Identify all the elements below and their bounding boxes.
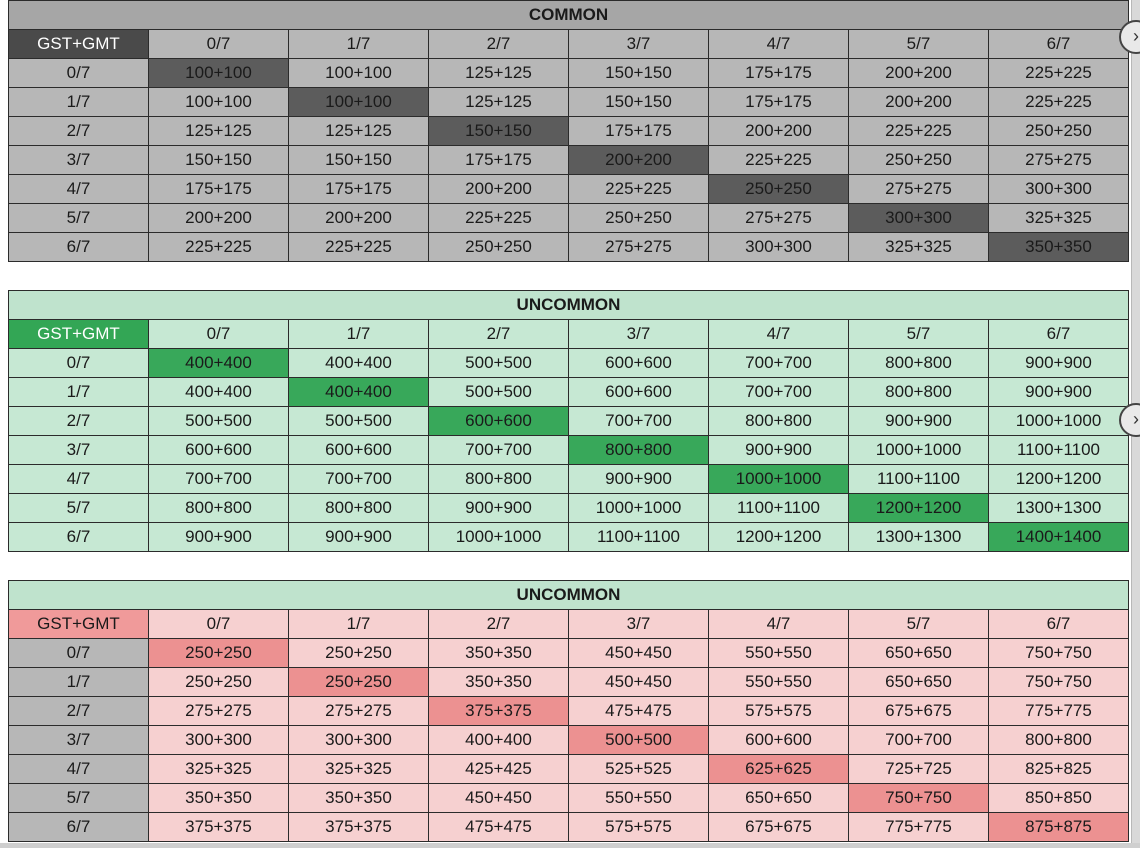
table-cell: 550+550 <box>709 639 849 668</box>
table-cell: 275+275 <box>569 233 709 262</box>
diagonal-cell: 1400+1400 <box>989 523 1129 552</box>
row-header: 6/7 <box>9 233 149 262</box>
table-cell: 425+425 <box>429 755 569 784</box>
table-cell: 175+175 <box>289 175 429 204</box>
column-header: 2/7 <box>429 30 569 59</box>
chevron-right-icon[interactable]: › <box>1119 20 1140 54</box>
table-cell: 225+225 <box>569 175 709 204</box>
table-cell: 225+225 <box>989 59 1129 88</box>
table-cell: 200+200 <box>289 204 429 233</box>
table-cell: 200+200 <box>849 88 989 117</box>
table-cell: 200+200 <box>149 204 289 233</box>
table-cell: 900+900 <box>429 494 569 523</box>
table-title: UNCOMMON <box>9 291 1129 320</box>
table-cell: 250+250 <box>569 204 709 233</box>
table-row <box>9 204 1129 233</box>
row-header: 1/7 <box>9 668 149 697</box>
table-cell: 275+275 <box>149 697 289 726</box>
table-row <box>9 88 1129 117</box>
table-cell: 475+475 <box>569 697 709 726</box>
table-cell: 275+275 <box>709 204 849 233</box>
table-cell: 700+700 <box>849 726 989 755</box>
table-cell: 500+500 <box>289 407 429 436</box>
rate-table <box>8 580 1129 842</box>
row-header: 2/7 <box>9 407 149 436</box>
column-header: 3/7 <box>569 320 709 349</box>
table-cell: 300+300 <box>149 726 289 755</box>
table-cell: 600+600 <box>569 349 709 378</box>
table-cell: 700+700 <box>709 378 849 407</box>
diagonal-cell: 150+150 <box>429 117 569 146</box>
table-cell: 275+275 <box>289 697 429 726</box>
row-header: 2/7 <box>9 697 149 726</box>
table-cell: 1100+1100 <box>849 465 989 494</box>
diagonal-cell: 750+750 <box>849 784 989 813</box>
column-header: 3/7 <box>569 610 709 639</box>
table-cell: 100+100 <box>149 88 289 117</box>
column-header: 3/7 <box>569 30 709 59</box>
table-cell: 600+600 <box>709 726 849 755</box>
table-cell: 300+300 <box>709 233 849 262</box>
table-row <box>9 813 1129 842</box>
table-cell: 250+250 <box>289 639 429 668</box>
table-cell: 325+325 <box>149 755 289 784</box>
table-cell: 1100+1100 <box>569 523 709 552</box>
row-header: 4/7 <box>9 175 149 204</box>
column-header: 5/7 <box>849 610 989 639</box>
table-row <box>9 523 1129 552</box>
table-cell: 800+800 <box>989 726 1129 755</box>
table-cell: 650+650 <box>849 639 989 668</box>
row-header: 1/7 <box>9 378 149 407</box>
table-row <box>9 349 1129 378</box>
table-cell: 800+800 <box>149 494 289 523</box>
table-cell: 225+225 <box>149 233 289 262</box>
table-row <box>9 726 1129 755</box>
corner-header: GST+GMT <box>9 610 149 639</box>
table-cell: 700+700 <box>709 349 849 378</box>
column-header: 6/7 <box>989 320 1129 349</box>
table-cell: 475+475 <box>429 813 569 842</box>
diagonal-cell: 1000+1000 <box>709 465 849 494</box>
table-cell: 325+325 <box>989 204 1129 233</box>
column-header: 0/7 <box>149 320 289 349</box>
table-cell: 800+800 <box>709 407 849 436</box>
table-cell: 550+550 <box>709 668 849 697</box>
table-cell: 300+300 <box>989 175 1129 204</box>
row-header: 0/7 <box>9 639 149 668</box>
divider <box>0 843 1140 848</box>
table-cell: 225+225 <box>849 117 989 146</box>
table-cell: 600+600 <box>289 436 429 465</box>
column-header: 2/7 <box>429 320 569 349</box>
table-cell: 150+150 <box>149 146 289 175</box>
table-cell: 250+250 <box>149 668 289 697</box>
table-row <box>9 697 1129 726</box>
table-cell: 525+525 <box>569 755 709 784</box>
table-cell: 175+175 <box>709 88 849 117</box>
table-row <box>9 59 1129 88</box>
table-row <box>9 668 1129 697</box>
table-cell: 225+225 <box>289 233 429 262</box>
table-cell: 350+350 <box>149 784 289 813</box>
column-header: 0/7 <box>149 610 289 639</box>
table-cell: 125+125 <box>429 59 569 88</box>
table-cell: 550+550 <box>569 784 709 813</box>
table-cell: 200+200 <box>709 117 849 146</box>
row-header: 5/7 <box>9 494 149 523</box>
table-cell: 725+725 <box>849 755 989 784</box>
table-cell: 800+800 <box>849 378 989 407</box>
row-header: 3/7 <box>9 726 149 755</box>
column-header: 5/7 <box>849 30 989 59</box>
table-cell: 700+700 <box>149 465 289 494</box>
table-cell: 500+500 <box>429 349 569 378</box>
diagonal-cell: 250+250 <box>149 639 289 668</box>
table-cell: 1000+1000 <box>989 407 1129 436</box>
table-row <box>9 465 1129 494</box>
diagonal-cell: 350+350 <box>989 233 1129 262</box>
diagonal-cell: 300+300 <box>849 204 989 233</box>
rate-table <box>8 0 1129 262</box>
table-row <box>9 146 1129 175</box>
table-cell: 400+400 <box>289 349 429 378</box>
table-cell: 1300+1300 <box>989 494 1129 523</box>
table-cell: 150+150 <box>289 146 429 175</box>
table-cell: 150+150 <box>569 59 709 88</box>
diagonal-cell: 400+400 <box>149 349 289 378</box>
table-cell: 500+500 <box>149 407 289 436</box>
table-cell: 775+775 <box>849 813 989 842</box>
table-row <box>9 436 1129 465</box>
table-cell: 1000+1000 <box>429 523 569 552</box>
diagonal-cell: 875+875 <box>989 813 1129 842</box>
table-cell: 575+575 <box>569 813 709 842</box>
table-cell: 1300+1300 <box>849 523 989 552</box>
table-cell: 900+900 <box>989 349 1129 378</box>
table-cell: 375+375 <box>289 813 429 842</box>
table-cell: 1000+1000 <box>569 494 709 523</box>
table-cell: 350+350 <box>429 668 569 697</box>
diagonal-cell: 200+200 <box>569 146 709 175</box>
table-cell: 900+900 <box>849 407 989 436</box>
table-cell: 250+250 <box>989 117 1129 146</box>
table-cell: 375+375 <box>149 813 289 842</box>
diagonal-cell: 600+600 <box>429 407 569 436</box>
table-cell: 225+225 <box>709 146 849 175</box>
table-row <box>9 117 1129 146</box>
table-cell: 225+225 <box>429 204 569 233</box>
table-cell: 900+900 <box>989 378 1129 407</box>
column-header: 1/7 <box>289 610 429 639</box>
column-header: 1/7 <box>289 320 429 349</box>
table-cell: 900+900 <box>569 465 709 494</box>
table-cell: 900+900 <box>709 436 849 465</box>
table-cell: 250+250 <box>429 233 569 262</box>
table-cell: 775+775 <box>989 697 1129 726</box>
column-header: 4/7 <box>709 320 849 349</box>
table-cell: 300+300 <box>289 726 429 755</box>
table-row <box>9 784 1129 813</box>
table-row <box>9 378 1129 407</box>
table-row <box>9 639 1129 668</box>
column-header: 4/7 <box>709 610 849 639</box>
column-header: 6/7 <box>989 610 1129 639</box>
column-header: 0/7 <box>149 30 289 59</box>
table-cell: 575+575 <box>709 697 849 726</box>
row-header: 6/7 <box>9 813 149 842</box>
table-cell: 450+450 <box>429 784 569 813</box>
table-cell: 1200+1200 <box>989 465 1129 494</box>
table-cell: 650+650 <box>709 784 849 813</box>
table-cell: 175+175 <box>149 175 289 204</box>
table-cell: 850+850 <box>989 784 1129 813</box>
table-cell: 275+275 <box>849 175 989 204</box>
diagonal-cell: 250+250 <box>289 668 429 697</box>
diagonal-cell: 400+400 <box>289 378 429 407</box>
table-cell: 275+275 <box>989 146 1129 175</box>
table-cell: 675+675 <box>709 813 849 842</box>
table-cell: 175+175 <box>569 117 709 146</box>
table-cell: 200+200 <box>429 175 569 204</box>
table-cell: 125+125 <box>429 88 569 117</box>
column-header: 5/7 <box>849 320 989 349</box>
diagonal-cell: 800+800 <box>569 436 709 465</box>
table-cell: 350+350 <box>289 784 429 813</box>
diagonal-cell: 625+625 <box>709 755 849 784</box>
row-header: 3/7 <box>9 146 149 175</box>
table-cell: 325+325 <box>289 755 429 784</box>
diagonal-cell: 100+100 <box>149 59 289 88</box>
corner-header: GST+GMT <box>9 30 149 59</box>
diagonal-cell: 1200+1200 <box>849 494 989 523</box>
table-cell: 750+750 <box>989 668 1129 697</box>
table-cell: 900+900 <box>149 523 289 552</box>
table-cell: 750+750 <box>989 639 1129 668</box>
rate-table <box>8 290 1129 552</box>
column-header: 6/7 <box>989 30 1129 59</box>
table-cell: 200+200 <box>849 59 989 88</box>
diagonal-cell: 250+250 <box>709 175 849 204</box>
table-cell: 100+100 <box>289 59 429 88</box>
table-cell: 175+175 <box>709 59 849 88</box>
table-row <box>9 494 1129 523</box>
diagonal-cell: 100+100 <box>289 88 429 117</box>
row-header: 2/7 <box>9 117 149 146</box>
diagonal-cell: 500+500 <box>569 726 709 755</box>
table-cell: 700+700 <box>429 436 569 465</box>
corner-header: GST+GMT <box>9 320 149 349</box>
row-header: 4/7 <box>9 755 149 784</box>
table-cell: 900+900 <box>289 523 429 552</box>
diagonal-cell: 375+375 <box>429 697 569 726</box>
table-row <box>9 233 1129 262</box>
table-cell: 1000+1000 <box>849 436 989 465</box>
table-cell: 675+675 <box>849 697 989 726</box>
table-cell: 125+125 <box>289 117 429 146</box>
table-cell: 800+800 <box>429 465 569 494</box>
table-row <box>9 407 1129 436</box>
table-cell: 825+825 <box>989 755 1129 784</box>
table-cell: 400+400 <box>429 726 569 755</box>
table-cell: 450+450 <box>569 639 709 668</box>
table-cell: 800+800 <box>289 494 429 523</box>
row-header: 3/7 <box>9 436 149 465</box>
table-cell: 700+700 <box>289 465 429 494</box>
table-cell: 225+225 <box>989 88 1129 117</box>
row-header: 5/7 <box>9 204 149 233</box>
table-cell: 400+400 <box>149 378 289 407</box>
row-header: 0/7 <box>9 349 149 378</box>
table-cell: 125+125 <box>149 117 289 146</box>
row-header: 5/7 <box>9 784 149 813</box>
row-header: 6/7 <box>9 523 149 552</box>
chevron-right-icon[interactable]: › <box>1119 403 1140 437</box>
table-cell: 800+800 <box>849 349 989 378</box>
table-cell: 1100+1100 <box>989 436 1129 465</box>
row-header: 1/7 <box>9 88 149 117</box>
table-cell: 250+250 <box>849 146 989 175</box>
table-title: UNCOMMON <box>9 581 1129 610</box>
table-cell: 500+500 <box>429 378 569 407</box>
table-row <box>9 755 1129 784</box>
column-header: 2/7 <box>429 610 569 639</box>
row-header: 4/7 <box>9 465 149 494</box>
row-header: 0/7 <box>9 59 149 88</box>
table-cell: 650+650 <box>849 668 989 697</box>
table-cell: 450+450 <box>569 668 709 697</box>
table-cell: 150+150 <box>569 88 709 117</box>
table-cell: 700+700 <box>569 407 709 436</box>
table-title: COMMON <box>9 1 1129 30</box>
table-cell: 325+325 <box>849 233 989 262</box>
table-row <box>9 175 1129 204</box>
column-header: 4/7 <box>709 30 849 59</box>
table-cell: 600+600 <box>149 436 289 465</box>
table-cell: 175+175 <box>429 146 569 175</box>
table-cell: 1100+1100 <box>709 494 849 523</box>
table-cell: 1200+1200 <box>709 523 849 552</box>
table-cell: 350+350 <box>429 639 569 668</box>
table-cell: 600+600 <box>569 378 709 407</box>
column-header: 1/7 <box>289 30 429 59</box>
